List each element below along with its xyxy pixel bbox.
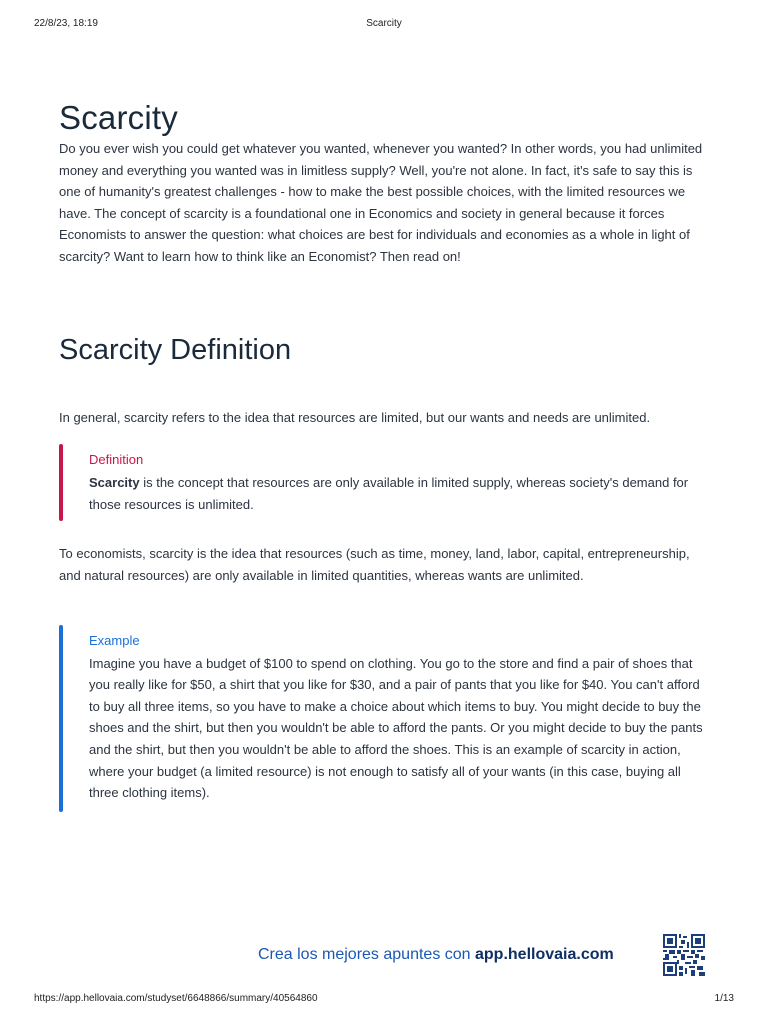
definition-term: Scarcity	[89, 475, 140, 491]
promo-link[interactable]: app.hellovaia.com	[475, 946, 614, 963]
example-label: Example	[89, 632, 140, 648]
print-date: 22/8/23, 18:19	[34, 18, 98, 29]
definition-accent-bar	[59, 444, 63, 521]
promo-text: Crea los mejores apuntes con	[258, 946, 475, 963]
qr-code-icon[interactable]	[663, 934, 705, 976]
definition-text	[89, 472, 709, 515]
print-title: Scarcity	[366, 18, 402, 29]
promo-banner	[258, 946, 614, 964]
economists-paragraph: To economists, scarcity is the idea that resources (such as time, money, land, labor, capital, entrepreneurship, and natural resources) are only available in limited quantities, whereas wants are unlimited.	[59, 546, 690, 583]
intro-paragraph: Do you ever wish you could get whatever you wanted, whenever you wanted? In other words, you had unlimited money and everything you wanted was in limitless supply? Well, you're not alone. In fact, it's safe to say this is one of humanity's greatest challenges - how to make the best possible choices, with the limited resources we have. The concept of scarcity is a foundational one in Economics and society in general because it forces Economists to answer the question: what choices are best for individuals and economies as a whole in light of scarcity? Want to learn how to think like an Economist? Then read on!	[59, 141, 703, 264]
section-lead: In general, scarcity refers to the idea that resources are limited, but our wants and needs are unlimited.	[59, 409, 651, 425]
definition-body: is the concept that resources are only available in limited supply, whereas society's demand for those resources is unlimited.	[89, 475, 689, 512]
article	[59, 98, 709, 812]
example-callout	[59, 625, 709, 812]
page-number: 1/13	[714, 993, 734, 1004]
definition-label: Definition	[89, 452, 144, 468]
print-url[interactable]: https://app.hellovaia.com/studyset/6648866/summary/40564860	[34, 993, 318, 1004]
definition-callout	[59, 444, 709, 521]
example-text: Imagine you have a budget of $100 to spend on clothing. You go to the store and find a pair of shoes that you really like for $50, a shirt that you like for $30, and a pair of pants that you like for $40. You can't afford to buy all three items, so you have to make a choice about which items to buy. You might decide to buy the shoes and the shirt, but then you wouldn't be able to afford the pants. Or you might decide to buy the pants and the shirt, but then you wouldn't be able to afford the shoes. This is an example of scarcity in action, where your budget (a limited resource) is not enough to satisfy all of your wants (in this case, buying all three clothing items).	[89, 655, 703, 801]
section-title: Scarcity Definition	[59, 333, 292, 366]
page-title: Scarcity	[59, 99, 178, 136]
example-accent-bar	[59, 625, 63, 812]
